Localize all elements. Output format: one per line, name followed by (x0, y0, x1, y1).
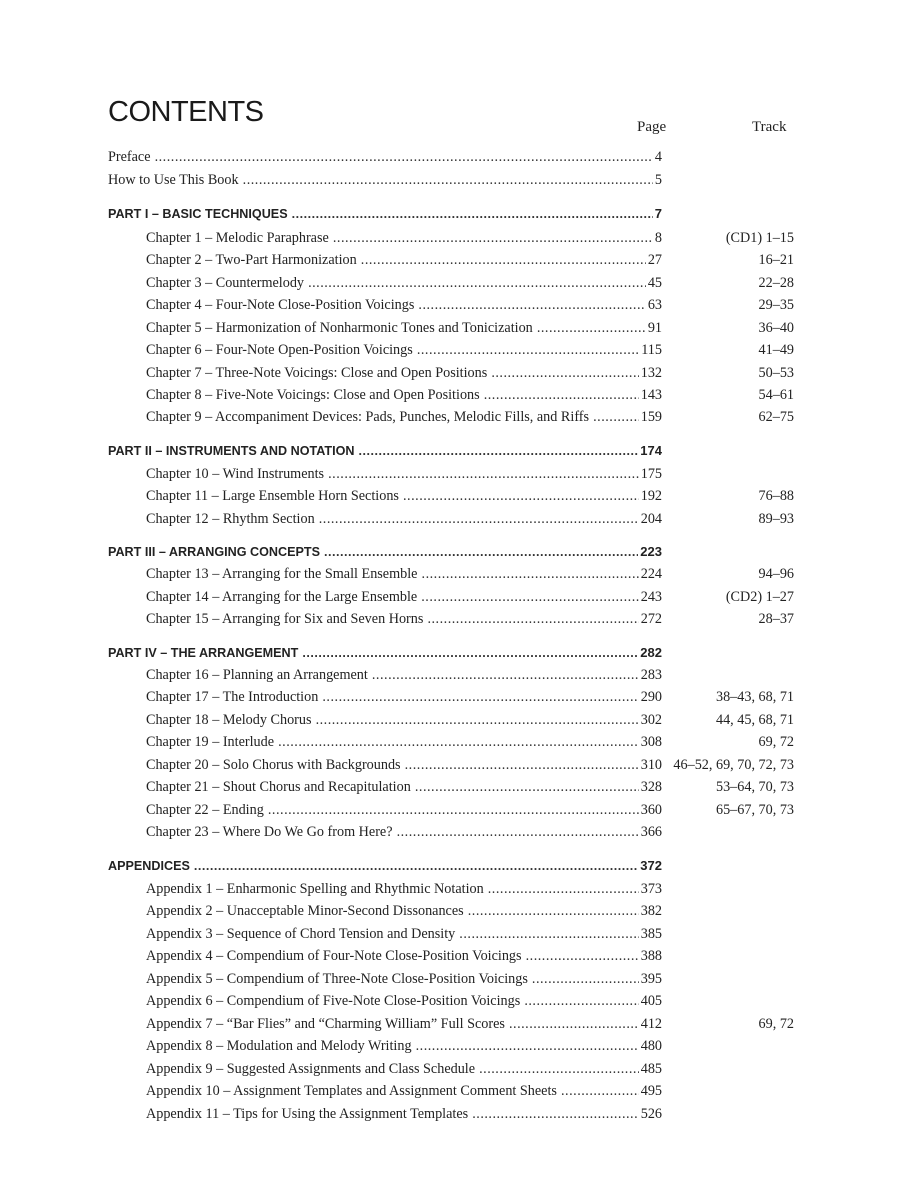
toc-entry-leader (146, 339, 660, 361)
toc-entry (0, 1058, 900, 1080)
toc-entry-title: PART III – ARRANGING CONCEPTS (108, 545, 321, 559)
toc-entry-title: Chapter 5 – Harmonization of Nonharmonic Tones and Tonicization (146, 320, 533, 336)
toc-entry (0, 339, 900, 361)
toc-entry-leader (146, 608, 660, 630)
toc-part-heading (0, 203, 900, 225)
toc-entry-title: Chapter 18 – Melody Chorus (146, 712, 312, 728)
toc-entry (0, 294, 900, 316)
toc-entry-title: How to Use This Book (108, 172, 239, 188)
toc-entry-leader (146, 1013, 660, 1035)
toc-entry (0, 776, 900, 798)
toc-entry-page: 143 (639, 384, 662, 406)
toc-entry (0, 384, 900, 406)
toc-entry-title: Appendix 9 – Suggested Assignments and Class Schedule (146, 1061, 476, 1077)
toc-entry-page: 175 (639, 463, 662, 485)
toc-entry-track: 38–43, 68, 71 (715, 689, 794, 705)
toc-entry-leader (146, 586, 660, 608)
toc-entry-page: 366 (639, 821, 662, 843)
toc-entry-title: Chapter 20 – Solo Chorus with Backgrounds (146, 757, 401, 773)
toc-entry (0, 754, 900, 776)
toc-entry (0, 362, 900, 384)
toc-entry (0, 878, 900, 900)
toc-entry-page: 204 (639, 508, 662, 530)
toc-entry-page: 328 (639, 776, 662, 798)
toc-entry-title: Chapter 3 – Countermelody (146, 275, 305, 291)
toc-entry-leader (108, 203, 660, 225)
page-column-header: Page (637, 119, 667, 135)
toc-entry (0, 317, 900, 339)
toc-entry-track: 29–35 (758, 297, 794, 313)
toc-entry-title: Chapter 23 – Where Do We Go from Here? (146, 824, 393, 840)
toc-entry-leader (146, 272, 660, 294)
toc-entry-title: Chapter 2 – Two-Part Harmonization (146, 252, 357, 268)
toc-entry-page: 159 (639, 406, 662, 428)
toc-entry (0, 563, 900, 585)
toc-entry-title: PART IV – THE ARRANGEMENT (108, 646, 299, 660)
toc-entry (0, 485, 900, 507)
toc-part-heading (0, 440, 900, 462)
toc-entry-leader (146, 664, 660, 686)
toc-entry-page: 480 (639, 1035, 662, 1057)
toc-entry-track: 46–52, 69, 70, 72, 73 (673, 757, 794, 773)
toc-entry-page: 526 (639, 1103, 662, 1125)
toc-entry-page: 224 (639, 563, 662, 585)
toc-entry-page: 27 (646, 249, 662, 271)
toc-entry-leader (146, 945, 660, 967)
toc-entry-leader (146, 563, 660, 585)
toc-entry-leader (146, 968, 660, 990)
toc-entry (0, 508, 900, 530)
toc-entry-track: 94–96 (758, 566, 794, 582)
toc-entry-track: 89–93 (758, 511, 794, 527)
toc-entry-page: 382 (639, 900, 662, 922)
toc-entry-leader (108, 642, 660, 664)
toc-entry-leader (108, 440, 660, 462)
toc-entry (0, 686, 900, 708)
toc-entry-page: 223 (638, 541, 662, 563)
toc-entry-title: Appendix 10 – Assignment Templates and Assignment Comment Sheets (146, 1083, 557, 1099)
toc-entry-leader (146, 900, 660, 922)
toc-entry (0, 945, 900, 967)
toc-entry-track: 28–37 (758, 611, 794, 627)
toc-entry-track: (CD2) 1–27 (725, 589, 794, 605)
toc-part-heading (0, 541, 900, 563)
toc-entry-track: 65–67, 70, 73 (715, 802, 794, 818)
toc-entry-title: Appendix 11 – Tips for Using the Assignment Templates (146, 1106, 469, 1122)
toc-entry-leader (146, 1080, 660, 1102)
toc-entry-page: 45 (646, 272, 662, 294)
toc-entry-page: 5 (653, 169, 662, 191)
toc-entry-track: 76–88 (758, 488, 794, 504)
toc-entry-leader (146, 463, 660, 485)
toc-entry-track: 54–61 (758, 387, 794, 403)
toc-entry (0, 799, 900, 821)
toc-entry (0, 709, 900, 731)
toc-entry-page: 302 (639, 709, 662, 731)
toc-entry-track: 69, 72 (758, 1016, 794, 1032)
toc-entry-track: 22–28 (758, 275, 794, 291)
toc-entry-leader (108, 146, 660, 168)
toc-entry-leader (146, 227, 660, 249)
toc-entry (0, 821, 900, 843)
toc-entry-page: 272 (639, 608, 662, 630)
toc-entry (0, 1080, 900, 1102)
toc-entry-track: 36–40 (758, 320, 794, 336)
toc-entry-page: 192 (639, 485, 662, 507)
toc-entry-leader (146, 709, 660, 731)
toc-entry-page: 360 (639, 799, 662, 821)
toc-entry (0, 406, 900, 428)
toc-entry-leader (146, 384, 660, 406)
toc-entry-leader (108, 169, 660, 191)
toc-entry-page: 132 (639, 362, 662, 384)
toc-entry-page: 63 (646, 294, 662, 316)
toc-entry-leader (146, 1058, 660, 1080)
toc-entry (0, 1035, 900, 1057)
toc-entry-leader (146, 686, 660, 708)
toc-entry-leader (146, 317, 660, 339)
toc-entry (0, 990, 900, 1012)
toc-entry-title: Appendix 6 – Compendium of Five-Note Close-Position Voicings (146, 993, 521, 1009)
toc-entry-page: 405 (639, 990, 662, 1012)
toc-entry-title: Appendix 7 – “Bar Flies” and “Charming William” Full Scores (146, 1016, 505, 1032)
toc-entry-title: Chapter 22 – Ending (146, 802, 264, 818)
toc-entry (0, 664, 900, 686)
toc-entry-leader (146, 362, 660, 384)
toc-entry-page: 290 (639, 686, 662, 708)
toc-entry-title: Chapter 16 – Planning an Arrangement (146, 667, 368, 683)
toc-entry-title: Appendix 5 – Compendium of Three-Note Close-Position Voicings (146, 971, 528, 987)
toc-entry-title: Chapter 12 – Rhythm Section (146, 511, 315, 527)
toc-entry-title: Chapter 8 – Five-Note Voicings: Close and Open Positions (146, 387, 480, 403)
toc-entry-track: 69, 72 (758, 734, 794, 750)
toc-entry-track: 44, 45, 68, 71 (715, 712, 794, 728)
toc-entry-title: Chapter 9 – Accompaniment Devices: Pads, Punches, Melodic Fills, and Riffs (146, 409, 590, 425)
toc-entry-leader (146, 731, 660, 753)
toc-entry-title: Chapter 1 – Melodic Paraphrase (146, 230, 329, 246)
toc-part-heading (0, 855, 900, 877)
toc-entry-title: Chapter 10 – Wind Instruments (146, 466, 325, 482)
toc-entry-leader (146, 1035, 660, 1057)
toc-entry-page: 174 (638, 440, 662, 462)
toc-entry-title: Chapter 14 – Arranging for the Large Ensemble (146, 589, 418, 605)
toc-entry-title: Chapter 21 – Shout Chorus and Recapitulation (146, 779, 411, 795)
toc-entry-title: Chapter 4 – Four-Note Close-Position Voicings (146, 297, 415, 313)
toc-entry-leader (146, 754, 660, 776)
toc-entry-page: 283 (639, 664, 662, 686)
toc-entry-title: Chapter 11 – Large Ensemble Horn Sections (146, 488, 399, 504)
toc-entry-title: Chapter 6 – Four-Note Open-Position Voicings (146, 342, 413, 358)
toc-entry-leader (146, 1103, 660, 1125)
toc-entry-page: 385 (639, 923, 662, 945)
toc-entry-page: 485 (639, 1058, 662, 1080)
toc-entry-leader (146, 799, 660, 821)
toc-entry-title: Chapter 19 – Interlude (146, 734, 275, 750)
toc-entry (0, 1103, 900, 1125)
toc-entry-page: 395 (639, 968, 662, 990)
toc-entry (0, 731, 900, 753)
toc-entry (0, 900, 900, 922)
page-title: CONTENTS (108, 96, 264, 128)
toc-entry-page: 495 (639, 1080, 662, 1102)
toc-entry (0, 968, 900, 990)
toc-entry-title: Chapter 7 – Three-Note Voicings: Close and Open Positions (146, 365, 488, 381)
toc-entry-page: 282 (638, 642, 662, 664)
toc-entry-leader (146, 294, 660, 316)
toc-entry-leader (108, 855, 660, 877)
toc-entry-leader (146, 406, 660, 428)
toc-entry-title: Appendix 1 – Enharmonic Spelling and Rhythmic Notation (146, 881, 484, 897)
toc-entry (0, 586, 900, 608)
toc-entry-page: 243 (639, 586, 662, 608)
toc-entry (0, 923, 900, 945)
toc-entry-page: 388 (639, 945, 662, 967)
toc-entry-track: 62–75 (758, 409, 794, 425)
toc-entry (0, 146, 900, 168)
toc-entry-page: 4 (653, 146, 662, 168)
toc-entry (0, 1013, 900, 1035)
toc-entry-leader (146, 878, 660, 900)
toc-entry-track: 41–49 (758, 342, 794, 358)
toc-entry-leader (146, 249, 660, 271)
toc-entry-title: PART II – INSTRUMENTS AND NOTATION (108, 444, 355, 458)
toc-entry-leader (146, 821, 660, 843)
toc-entry-page: 373 (639, 878, 662, 900)
toc-entry-leader (146, 776, 660, 798)
toc-entry-page: 115 (639, 339, 662, 361)
toc-part-heading (0, 642, 900, 664)
toc-entry-leader (146, 923, 660, 945)
toc-entry-title: Appendix 8 – Modulation and Melody Writing (146, 1038, 412, 1054)
toc-entry-leader (146, 485, 660, 507)
toc-entry-page: 310 (639, 754, 662, 776)
toc-entry-title: PART I – BASIC TECHNIQUES (108, 207, 288, 221)
toc-entry-page: 8 (653, 227, 662, 249)
toc-entry-page: 91 (646, 317, 662, 339)
toc-entry-title: Appendix 4 – Compendium of Four-Note Close-Position Voicings (146, 948, 522, 964)
toc-entry-page: 308 (639, 731, 662, 753)
toc-entry-leader (108, 541, 660, 563)
toc-entry (0, 249, 900, 271)
toc-entry-title: APPENDICES (108, 859, 190, 873)
toc-entry (0, 272, 900, 294)
toc-entry-track: 50–53 (758, 365, 794, 381)
toc-entry-page: 412 (639, 1013, 662, 1035)
toc-entry-leader (146, 990, 660, 1012)
toc-entry-page: 372 (638, 855, 662, 877)
toc-entry-leader (146, 508, 660, 530)
toc-entry (0, 227, 900, 249)
toc-entry-page: 7 (653, 203, 662, 225)
toc-entry-track: (CD1) 1–15 (725, 230, 794, 246)
toc-entry-title: Appendix 3 – Sequence of Chord Tension and Density (146, 926, 456, 942)
toc-entry (0, 463, 900, 485)
toc-entry-track: 53–64, 70, 73 (715, 779, 794, 795)
toc-entry-title: Chapter 17 – The Introduction (146, 689, 319, 705)
toc-entry (0, 608, 900, 630)
toc-entry-track: 16–21 (758, 252, 794, 268)
toc-entry-title: Chapter 15 – Arranging for Six and Seven Horns (146, 611, 424, 627)
toc-entry-title: Preface (108, 149, 151, 165)
toc-entry-title: Appendix 2 – Unacceptable Minor-Second Dissonances (146, 903, 464, 919)
track-column-header: Track (752, 119, 787, 135)
toc-entry (0, 169, 900, 191)
toc-entry-title: Chapter 13 – Arranging for the Small Ensemble (146, 566, 418, 582)
